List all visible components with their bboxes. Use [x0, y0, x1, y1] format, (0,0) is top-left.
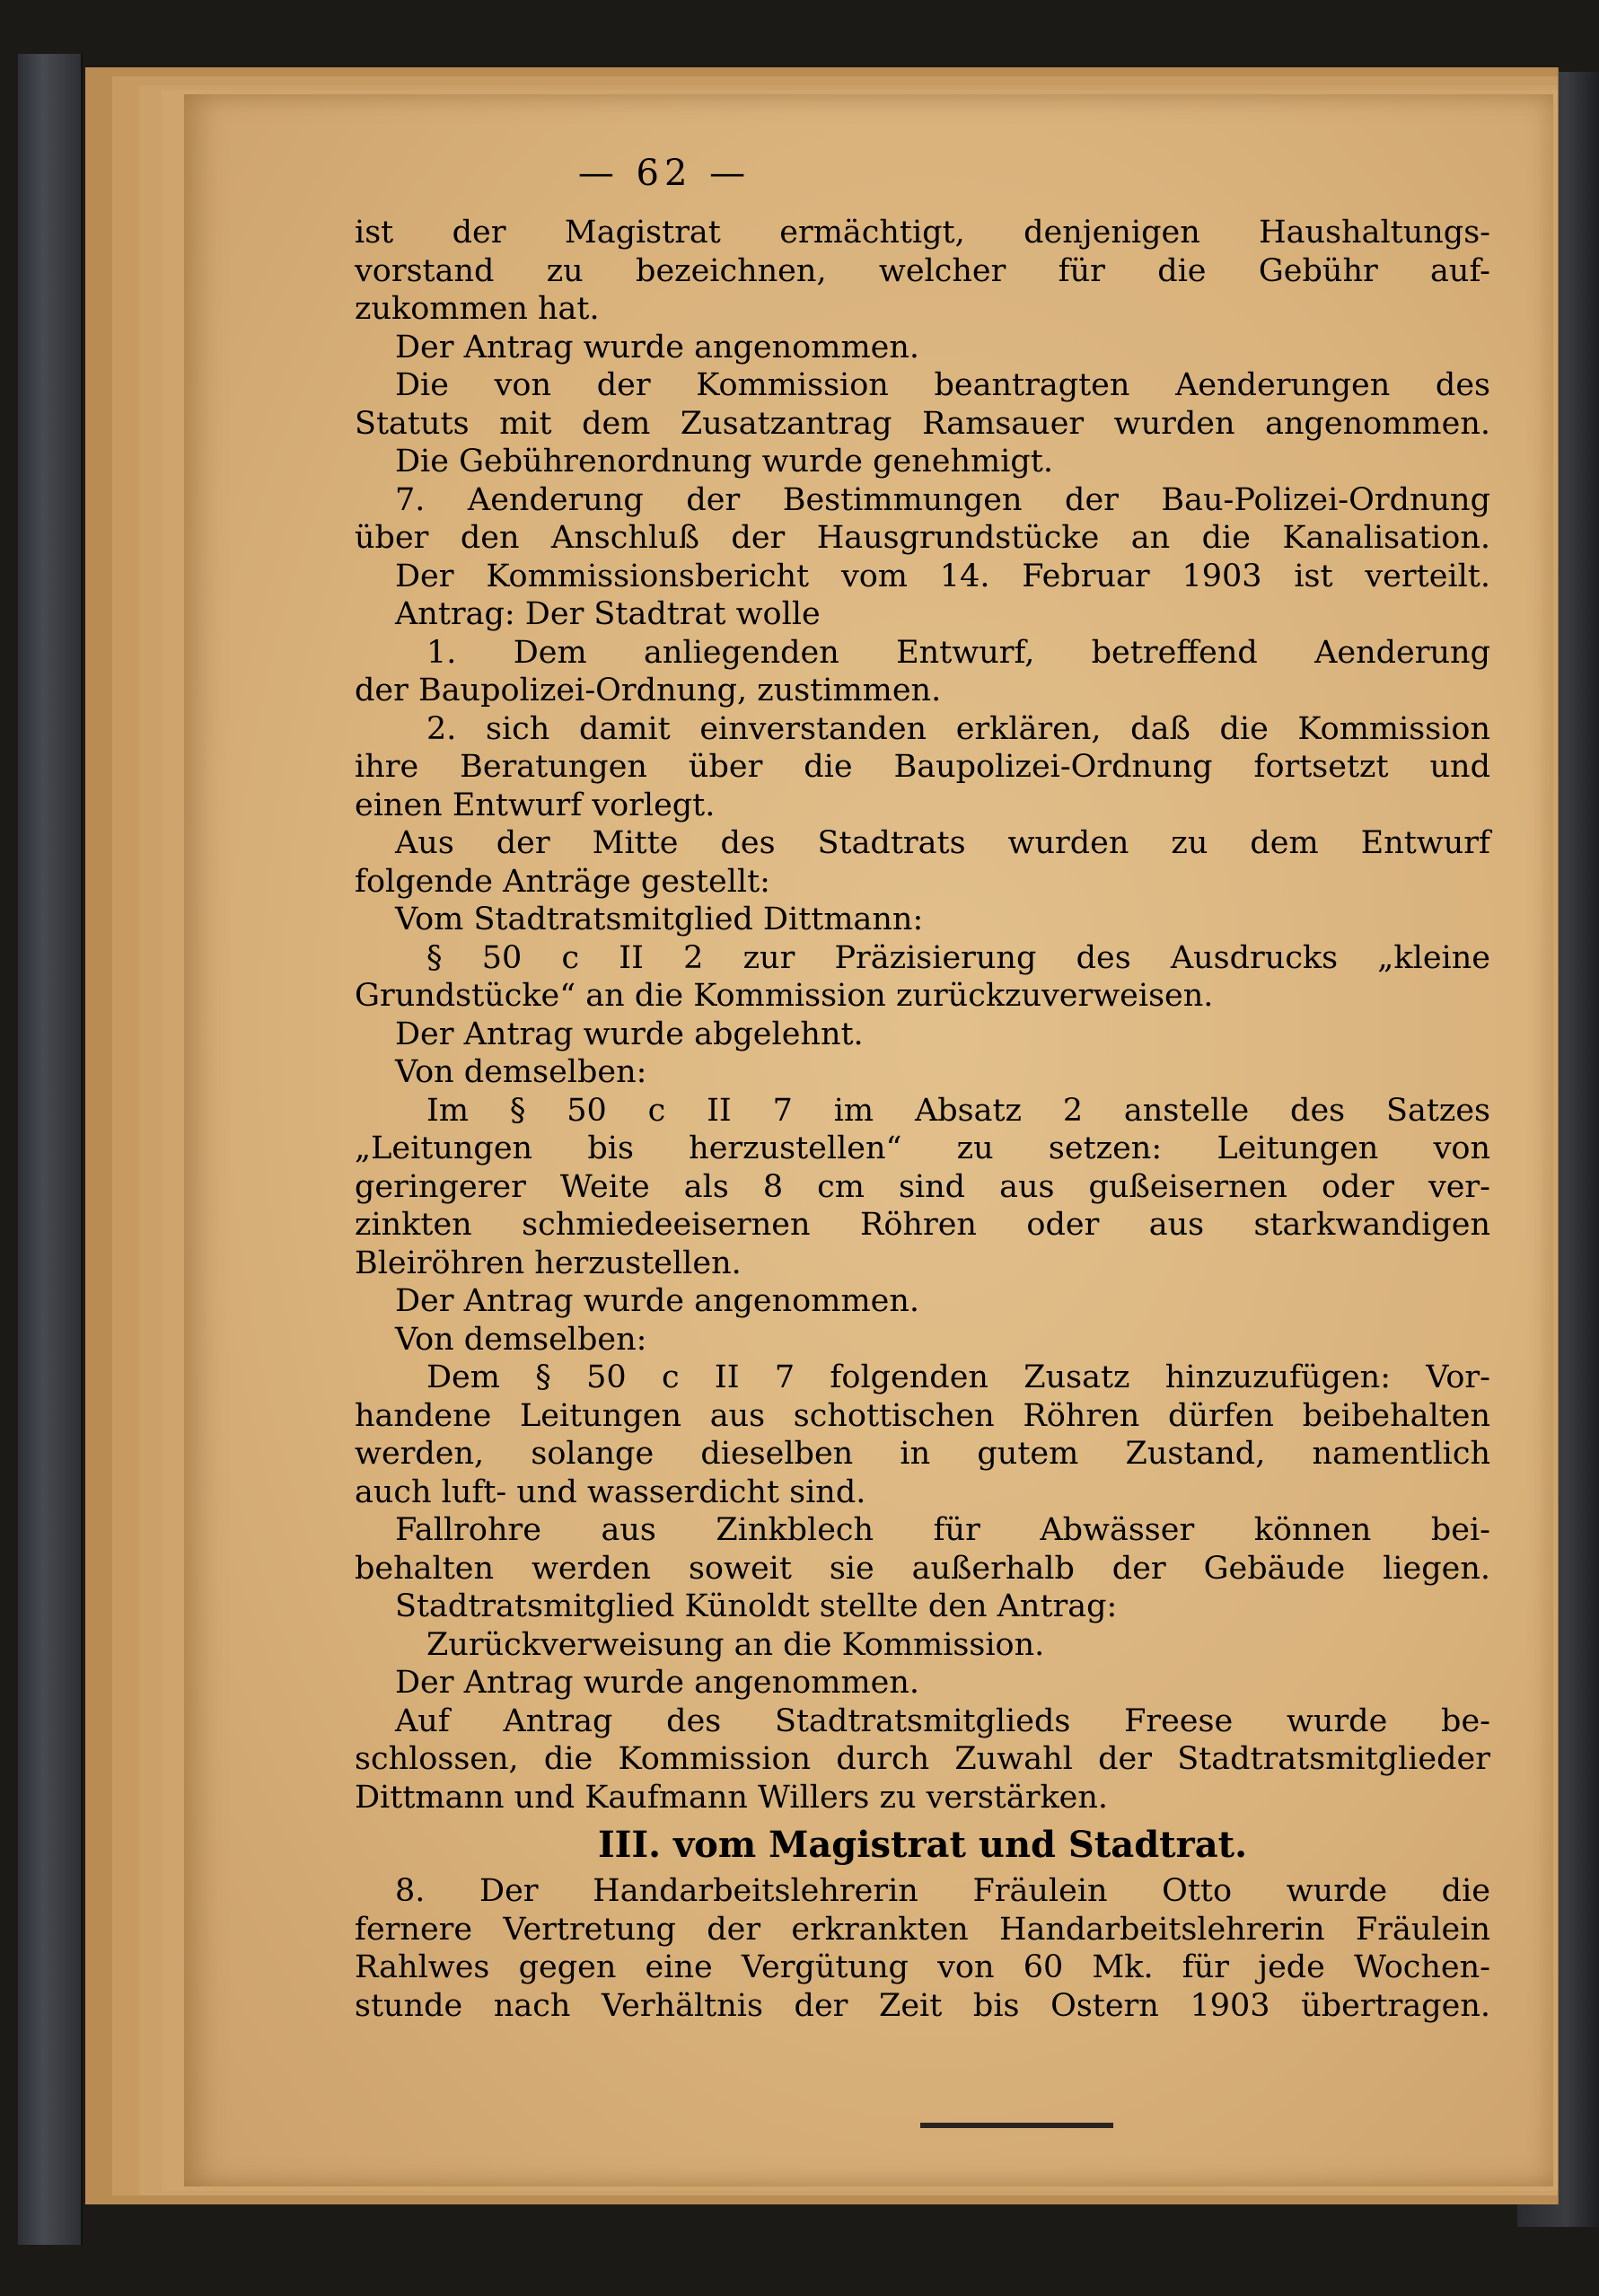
text-line: 7. Aenderung der Bestimmungen der Bau-Polizei-Ordnung: [395, 481, 1490, 518]
text-line: Der Antrag wurde angenommen.: [395, 1283, 920, 1319]
text-line: geringerer Weite als 8 cm sind aus gußeisernen oder ver-: [355, 1168, 1490, 1205]
text-line: Fallrohre aus Zinkblech für Abwässer können bei-: [395, 1512, 1490, 1548]
text-line: Antrag: Der Stadtrat wolle: [395, 596, 821, 632]
book-spine: [18, 54, 83, 2245]
text-line: Im § 50 c II 7 im Absatz 2 anstelle des Satzes: [426, 1092, 1490, 1129]
text-line: über den Anschluß der Hausgrundstücke an die Kanalisation.: [355, 520, 1490, 556]
text-line: Dittmann und Kaufmann Willers zu verstärken.: [355, 1779, 1109, 1816]
text-line: ihre Beratungen über die Baupolizei-Ordnung fortsetzt und: [355, 749, 1490, 785]
text-line: fernere Vertretung der erkrankten Handarbeitslehrerin Fräulein: [355, 1911, 1490, 1948]
text-line: folgende Anträge gestellt:: [355, 863, 770, 900]
text-line: zukommen hat.: [355, 291, 600, 327]
text-line: einen Entwurf vorlegt.: [355, 787, 716, 823]
text-line: Aus der Mitte des Stadtrats wurden zu dem Entwurf: [395, 825, 1490, 861]
text-line: Von demselben:: [395, 1054, 647, 1090]
text-line: 8. Der Handarbeitslehrerin Fräulein Otto wurde die: [395, 1873, 1490, 1909]
text-line: Grundstücke“ an die Kommission zurückzuverweisen.: [355, 978, 1214, 1014]
text-line: Die von der Kommission beantragten Aenderungen des: [395, 367, 1490, 403]
text-line: der Baupolizei-Ordnung, zustimmen.: [355, 673, 942, 708]
text-line: vorstand zu bezeichnen, welcher für die Gebühr auf-: [355, 252, 1490, 289]
text-line: handene Leitungen aus schottischen Röhren dürfen beibehalten: [355, 1397, 1490, 1434]
text-line: § 50 c II 2 zur Präzisierung des Ausdrucks „kleine: [426, 939, 1490, 976]
text-line: Dem § 50 c II 7 folgenden Zusatz hinzuzufügen: Vor-: [426, 1359, 1490, 1395]
page-number: — 62 —: [577, 153, 751, 194]
text-line: Auf Antrag des Stadtratsmitglieds Freese wurde be-: [395, 1702, 1490, 1739]
text-line: Rahlwes gegen eine Vergütung von 60 Mk. für jede Wochen-: [355, 1949, 1490, 1985]
end-rule: [920, 2123, 1113, 2128]
text-line: 2. sich damit einverstanden erklären, daß die Kommission: [426, 710, 1490, 747]
text-line: auch luft- und wasserdicht sind.: [355, 1473, 866, 1510]
text-line: 1. Dem anliegenden Entwurf, betreffend Aenderung: [426, 634, 1490, 671]
text-line: Zurückverweisung an die Kommission.: [426, 1626, 1045, 1663]
text-line: Vom Stadtratsmitglied Dittmann:: [395, 902, 924, 937]
text-line: Bleiröhren herzustellen.: [355, 1245, 742, 1281]
text-line: Der Antrag wurde angenommen.: [395, 1665, 920, 1701]
page-body-text: [355, 214, 1490, 2025]
text-line: Der Kommissionsbericht vom 14. Februar 1903 ist verteilt.: [395, 558, 1490, 594]
text-line: schlossen, die Kommission durch Zuwahl der Stadtratsmitglieder: [355, 1741, 1490, 1777]
text-line: Der Antrag wurde abgelehnt.: [395, 1016, 864, 1052]
text-line: zinkten schmiedeeisernen Röhren oder aus starkwandigen: [355, 1207, 1490, 1243]
text-line: ist der Magistrat ermächtigt, denjenigen Haushaltungs-: [355, 215, 1490, 251]
section-heading: III. vom Magistrat und Stadtrat.: [597, 1824, 1248, 1866]
text-line: Die Gebührenordnung wurde genehmigt.: [395, 444, 1053, 479]
text-line: stunde nach Verhältnis der Zeit bis Ostern 1903 übertragen.: [355, 1987, 1490, 2024]
text-line: behalten werden soweit sie außerhalb der Gebäude liegen.: [355, 1550, 1490, 1587]
text-line: Stadtratsmitglied Künoldt stellte den Antrag:: [395, 1588, 1118, 1624]
text-line: „Leitungen bis herzustellen“ zu setzen: Leitungen von: [355, 1130, 1490, 1166]
text-line: Der Antrag wurde angenommen.: [395, 329, 920, 365]
text-line: werden, solange dieselben in gutem Zustand, namentlich: [355, 1436, 1490, 1472]
text-line: Von demselben:: [395, 1321, 647, 1358]
text-line: Statuts mit dem Zusatzantrag Ramsauer wurden angenommen.: [355, 405, 1490, 442]
